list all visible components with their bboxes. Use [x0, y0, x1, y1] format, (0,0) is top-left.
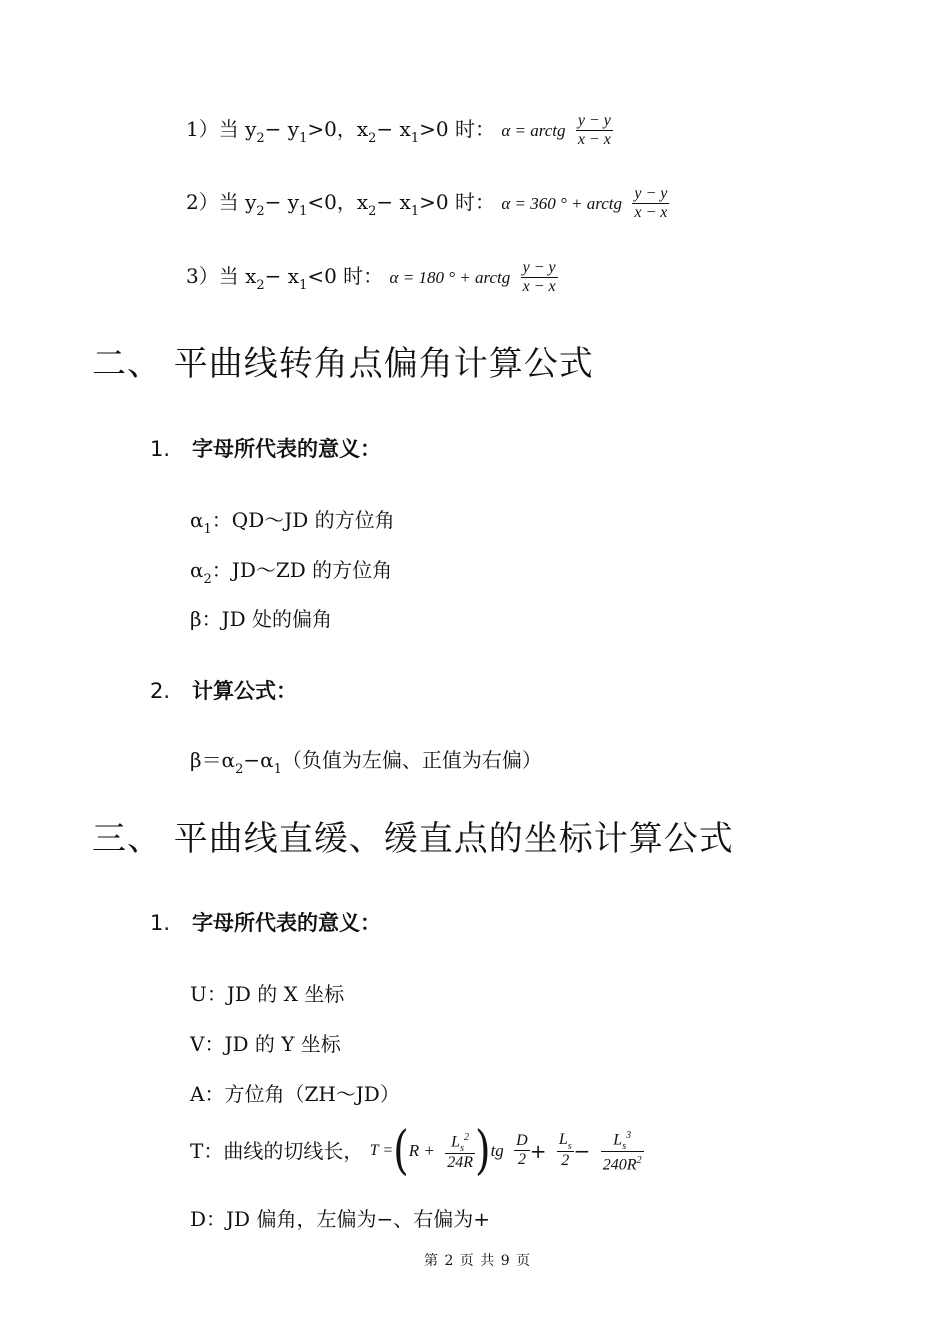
fraction-3: $\frac{y - y}{x - x}$ [522, 259, 556, 295]
formula-1: α = arctg [501, 121, 566, 140]
case-2: 2）当 $y_2- y_1<0$，$x_2- x_1>0$ 时： α = 360 ° + arctg $\frac{y - y}{x - x}$ [186, 185, 668, 221]
def-alpha2: $\alpha_2$：JD～ZD 的方位角 [190, 558, 393, 587]
formula-3: α = 180 ° + arctg [389, 268, 511, 287]
def-a: A：方位角（ZH～JD） [190, 1082, 400, 1106]
section-2-sub2: 2. 计算公式： [150, 679, 298, 703]
case-3: 3）当 $x_2- x_1<0$ 时： α = 180 ° + arctg $\frac{y - y}{x - x}$ [186, 259, 556, 295]
page-footer: 第 2 页 共 9 页 [424, 1253, 532, 1269]
case-1: 1）当 $y_2- y_1>0$，$x_2- x_1>0$ 时： α = arctg $\frac{y - y}{x - x}$ [186, 112, 611, 148]
formula-2: α = 360 ° + arctg [501, 194, 622, 213]
beta-formula: $\beta=\alpha_2-\alpha_1$（负值为左偏、正值为右偏） [190, 748, 542, 777]
def-alpha1: $\alpha_1$：QD～JD 的方位角 [190, 508, 395, 537]
def-t: T：曲线的切线长， T =(R + $\frac{L_s^2}{24R}$ )tg $\frac{D}{2}$ + $\frac{L_s}{2}$ − $\frac{L_s^3}{240R^2}$ [190, 1120, 642, 1181]
tangent-formula: T = [369, 1141, 394, 1159]
def-d: D：JD 偏角，左偏为−、右偏为+ [190, 1207, 490, 1231]
def-v: V：JD 的 Y 坐标 [190, 1032, 341, 1056]
fraction-1: $\frac{y - y}{x - x}$ [577, 112, 611, 148]
def-beta: β：JD 处的偏角 [190, 607, 332, 631]
section-2-heading: 二、 平曲线转角点偏角计算公式 [92, 344, 594, 384]
section-3-sub1: 1. 字母所代表的意义： [150, 911, 382, 935]
section-3-heading: 三、 平曲线直缓、缓直点的坐标计算公式 [92, 819, 734, 859]
fraction-2: $\frac{y - y}{x - x}$ [634, 185, 668, 221]
section-2-sub1: 1. 字母所代表的意义： [150, 437, 382, 461]
def-u: U：JD 的 X 坐标 [190, 982, 345, 1006]
